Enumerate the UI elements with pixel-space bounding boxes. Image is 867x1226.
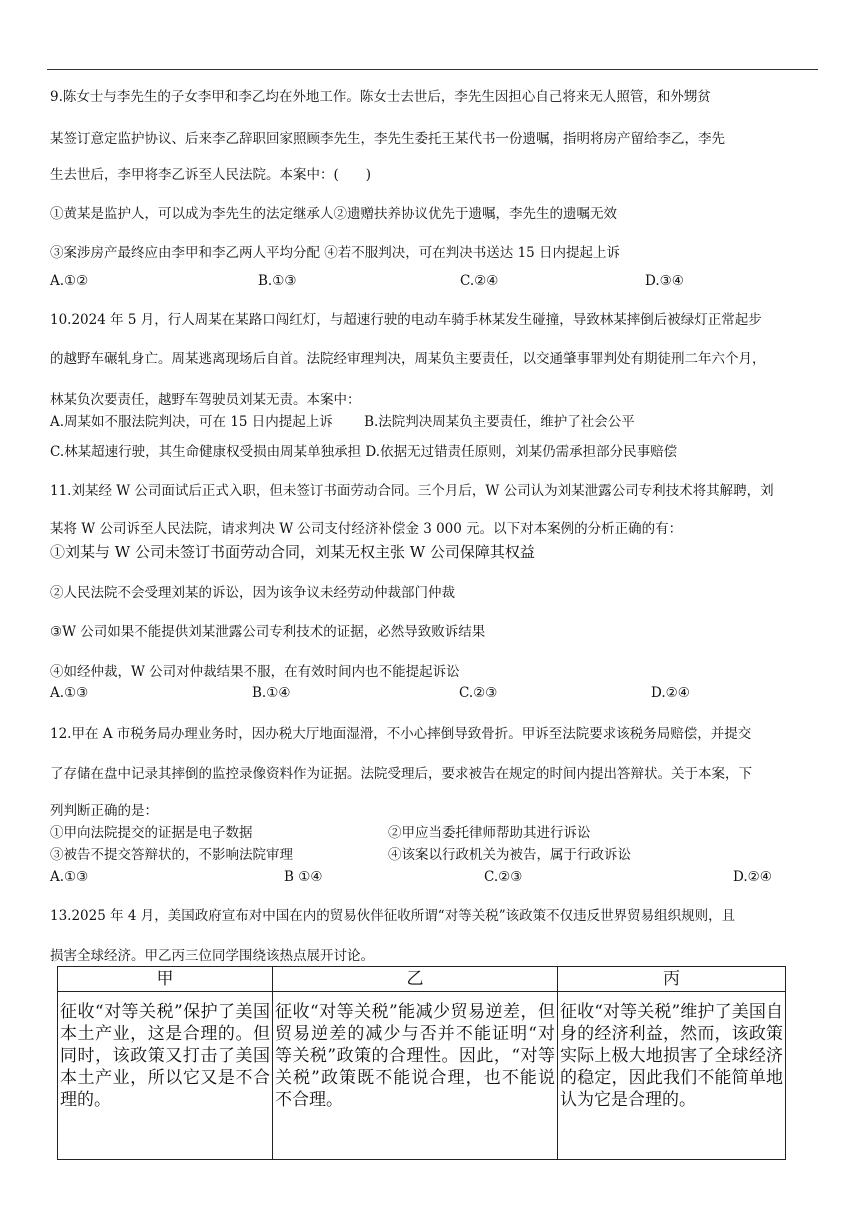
q10-line-1: 10.2024 年 5 月，行人周某在某路口闯红灯，与超速行驶的电动车骑手林某发生碰撞，导致林某摔倒后被绿灯正常起步 <box>50 312 762 328</box>
q9-option-b[interactable]: B.①③ <box>258 273 297 289</box>
q11-item-2: ②人民法院不会受理刘某的诉讼，因为该争议未经劳动仲裁部门仲裁 <box>50 585 455 601</box>
q11-item-4: ④如经仲裁，W 公司对仲裁结果不服，在有效时间内也不能提起诉讼 <box>50 664 460 680</box>
q13-line-1: 13.2025 年 4 月，美国政府宣布对中国在内的贸易伙伴征收所谓“对等关税”该政策不仅违反世界贸易组织规则，且 <box>50 908 736 924</box>
q9-item-line-1: ①黄某是监护人，可以成为李先生的法定继承人②遗赠扶养协议优先于遗嘱，李先生的遗嘱无效 <box>50 206 617 222</box>
header-yi: 乙 <box>273 967 558 992</box>
discussion-table <box>57 966 786 1160</box>
q9-option-c[interactable]: C.②④ <box>460 273 499 289</box>
q10-options-ab[interactable]: A.周某如不服法院判决，可在 15 日内提起上诉 B.法院判决周某负主要责任，维护了社会公平 <box>50 414 635 430</box>
q12-item-2: ②甲应当委托律师帮助其进行诉讼 <box>388 825 591 841</box>
q10-line-2: 的越野车碾轧身亡。周某逃离现场后自首。法院经审理判决，周某负主要责任，以交通肇事罪判处有期徒刑二年六个月， <box>50 351 766 367</box>
q9-option-d[interactable]: D.③④ <box>645 273 684 289</box>
q11-option-c[interactable]: C.②③ <box>459 685 498 701</box>
q11-option-a[interactable]: A.①③ <box>50 685 89 701</box>
q12-option-a[interactable]: A.①③ <box>50 869 89 885</box>
cell-yi: 征收“对等关税”能减少贸易逆差，但贸易逆差的减少与否并不能证明“对等关税”政策的合理性。因此，“对等关税”政策既不能说合理，也不能说不合理。 <box>273 992 558 1160</box>
table-header-row <box>58 967 786 992</box>
q11-line-2: 某将 W 公司诉至人民法院，请求判决 W 公司支付经济补偿金 3 000 元。以下对本案例的分析正确的有： <box>50 521 683 537</box>
q12-option-c[interactable]: C.②③ <box>484 869 523 885</box>
q13-line-2: 损害全球经济。甲乙丙三位同学围绕该热点展开讨论。 <box>50 948 374 964</box>
q12-item-4: ④该案以行政机关为被告，属于行政诉讼 <box>388 847 631 863</box>
q12-item-1: ①甲向法院提交的证据是电子数据 <box>50 825 253 841</box>
q9-option-a[interactable]: A.①② <box>50 273 89 289</box>
header-bing: 丙 <box>558 967 786 992</box>
q9-item-line-2: ③案涉房产最终应由李甲和李乙两人平均分配 ④若不服判决，可在判决书送达 15 日内提起上诉 <box>50 245 621 261</box>
cell-jia: 征收“对等关税”保护了美国本土产业，这是合理的。但同时，该政策又打击了美国本土产业，所以它又是不合理的。 <box>58 992 273 1160</box>
q11-option-b[interactable]: B.①④ <box>252 685 291 701</box>
header-rule <box>47 69 818 70</box>
q11-line-1: 11.刘某经 W 公司面试后正式入职，但未签订书面劳动合同。三个月后，W 公司认为刘某泄露公司专利技术将其解聘，刘 <box>50 483 774 499</box>
q10-line-3: 林某负次要责任，越野车驾驶员刘某无责。本案中： <box>50 392 361 408</box>
cell-bing: 征收“对等关税”维护了美国自身的经济利益，然而，该政策实际上极大地损害了全球经济的稳定，因此我们不能简单地认为它是合理的。 <box>558 992 786 1160</box>
q12-line-3: 列判断正确的是： <box>50 803 158 819</box>
header-jia: 甲 <box>58 967 273 992</box>
q12-item-3: ③被告不提交答辩状的，不影响法院审理 <box>50 847 293 863</box>
q9-line-3: 生去世后，李甲将李乙诉至人民法院。本案中：( ) <box>50 167 372 183</box>
table-row <box>58 992 786 1160</box>
q12-line-2: 了存储在盘中记录其摔倒的监控录像资料作为证据。法院受理后，要求被告在规定的时间内提出答辩状。关于本案，下 <box>50 766 752 782</box>
q9-line-2: 某签订意定监护协议、后来李乙辞职回家照顾李先生，李先生委托王某代书一份遗嘱，指明将房产留给李乙，李先 <box>50 131 725 147</box>
q10-options-cd[interactable]: C.林某超速行驶，其生命健康权受损由周某单独承担 D.依据无过错责任原则，刘某仍需承担部分民事赔偿 <box>50 444 678 460</box>
q11-item-3: ③W 公司如果不能提供刘某泄露公司专利技术的证据，必然导致败诉结果 <box>50 624 486 640</box>
q12-line-1: 12.甲在 A 市税务局办理业务时，因办税大厅地面湿滑，不小心摔倒导致骨折。甲诉至法院要求该税务局赔偿，并提交 <box>50 726 752 742</box>
q9-line-1: 9.陈女士与李先生的子女李甲和李乙均在外地工作。陈女士去世后，李先生因担心自己将来无人照管，和外甥贫 <box>50 89 711 105</box>
q11-option-d[interactable]: D.②④ <box>651 685 690 701</box>
q12-option-b[interactable]: B ①④ <box>284 869 323 885</box>
q11-item-1: ①刘某与 W 公司未签订书面劳动合同，刘某无权主张 W 公司保障其权益 <box>50 543 535 561</box>
q12-option-d[interactable]: D.②④ <box>733 869 772 885</box>
